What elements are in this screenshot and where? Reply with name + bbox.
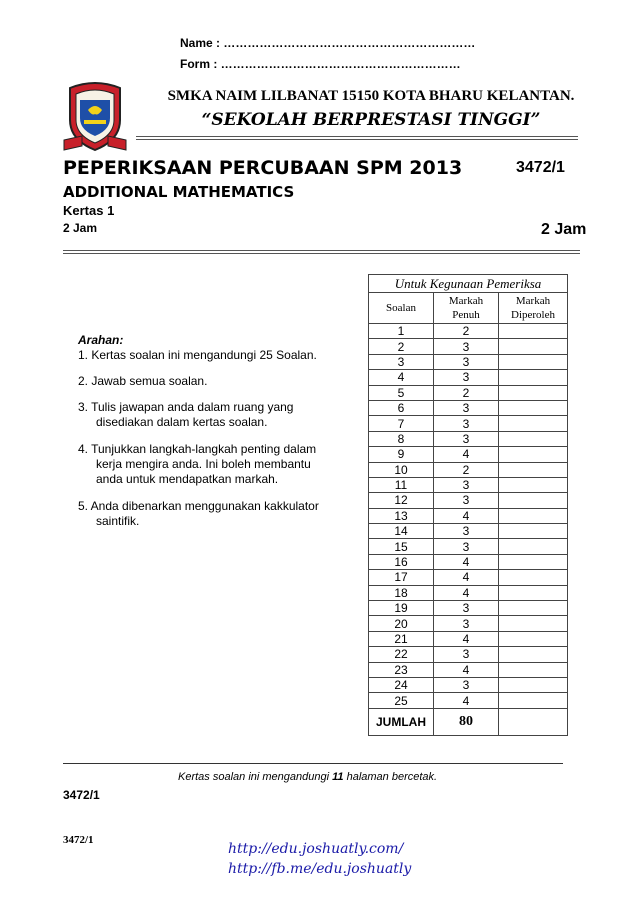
full-marks: 3 [434,354,499,369]
question-number: 7 [369,416,434,431]
obtained-marks-cell[interactable] [499,539,568,554]
instruction-item: 2. Jawab semua soalan. [78,374,208,388]
question-number: 10 [369,462,434,477]
question-number: 3 [369,354,434,369]
instruction-item: 5. Anda dibenarkan menggunakan kakkulator [78,499,319,513]
obtained-marks-cell[interactable] [499,631,568,646]
full-marks: 4 [434,693,499,708]
question-number: 11 [369,477,434,492]
total-label: JUMLAH [369,708,434,735]
marks-row [369,370,568,385]
question-number: 16 [369,554,434,569]
obtained-marks-cell[interactable] [499,493,568,508]
question-number: 25 [369,693,434,708]
instruction-item: 1. Kertas soalan ini mengandungi 25 Soalan. [78,348,317,362]
full-marks: 4 [434,662,499,677]
obtained-marks-cell[interactable] [499,370,568,385]
question-number: 22 [369,647,434,662]
total-value: 80 [434,708,499,735]
full-marks: 3 [434,370,499,385]
question-number: 5 [369,385,434,400]
full-marks: 3 [434,616,499,631]
footer-code-bottom: 3472/1 [63,834,94,846]
marks-row [369,385,568,400]
footer-code: 3472/1 [63,788,100,802]
question-number: 18 [369,585,434,600]
obtained-marks-cell[interactable] [499,508,568,523]
obtained-marks-cell[interactable] [499,416,568,431]
obtained-marks-cell[interactable] [499,616,568,631]
marks-row [369,539,568,554]
marks-row [369,324,568,339]
marks-row [369,585,568,600]
obtained-marks-cell[interactable] [499,524,568,539]
marks-row [369,339,568,354]
question-number: 4 [369,370,434,385]
full-marks: 3 [434,400,499,415]
marks-row [369,631,568,646]
obtained-marks-cell[interactable] [499,477,568,492]
exam-paper: Kertas 1 [63,203,115,218]
instruction-item: disediakan dalam kertas soalan. [96,415,268,429]
obtained-marks-cell[interactable] [499,662,568,677]
full-marks: 4 [434,554,499,569]
marks-row [369,447,568,462]
obtained-marks-cell[interactable] [499,554,568,569]
marks-row [369,477,568,492]
instruction-item: kerja mengira anda. Ini boleh membantu [96,457,311,471]
marks-row [369,662,568,677]
link-website[interactable]: http://edu.joshuatly.com/ [228,841,404,857]
col-markah-penuh: Markah Penuh [434,293,499,324]
marks-row [369,524,568,539]
title-divider [63,250,580,251]
question-number: 13 [369,508,434,523]
full-marks: 4 [434,508,499,523]
full-marks: 4 [434,570,499,585]
obtained-marks-cell[interactable] [499,585,568,600]
title-divider-2 [63,253,580,254]
full-marks: 3 [434,677,499,692]
marks-table [368,274,568,736]
exam-duration: 2 Jam [63,221,98,235]
obtained-marks-cell[interactable] [499,647,568,662]
full-marks: 3 [434,601,499,616]
question-number: 14 [369,524,434,539]
question-number: 24 [369,677,434,692]
question-number: 20 [369,616,434,631]
marks-row [369,400,568,415]
question-number: 6 [369,400,434,415]
header-divider [136,136,578,137]
footer-divider [63,763,563,764]
obtained-marks-cell[interactable] [499,601,568,616]
question-number: 23 [369,662,434,677]
obtained-marks-cell[interactable] [499,677,568,692]
marks-row [369,616,568,631]
instructions-heading: Arahan: [78,333,124,347]
full-marks: 3 [434,524,499,539]
marks-row [369,554,568,569]
col-markah-diperoleh: Markah Diperoleh [499,293,568,324]
obtained-marks-cell[interactable] [499,462,568,477]
marks-row [369,416,568,431]
marks-row [369,431,568,446]
instruction-item: saintifik. [96,514,140,528]
obtained-marks-cell[interactable] [499,354,568,369]
header-divider-2 [136,139,578,140]
question-number: 21 [369,631,434,646]
question-number: 17 [369,570,434,585]
obtained-marks-cell[interactable] [499,693,568,708]
marks-row [369,462,568,477]
marks-row [369,677,568,692]
exam-title: PEPERIKSAAN PERCUBAAN SPM 2013 [63,157,463,179]
page-count-note: Kertas soalan ini mengandungi 11 halaman bercetak. [178,771,438,783]
instructions [78,333,319,529]
full-marks: 3 [434,539,499,554]
obtained-marks-cell[interactable] [499,400,568,415]
exam-code: 3472/1 [516,159,565,176]
marks-row [369,493,568,508]
obtained-marks-cell[interactable] [499,447,568,462]
obtained-marks-cell[interactable] [499,385,568,400]
link-facebook[interactable]: http://fb.me/edu.joshuatly [228,861,412,877]
marks-row [369,601,568,616]
name-field: Name : ……………………………………………………… [180,36,476,50]
question-number: 12 [369,493,434,508]
obtained-marks-cell[interactable] [499,431,568,446]
full-marks: 2 [434,462,499,477]
col-soalan: Soalan [369,293,434,324]
question-number: 15 [369,539,434,554]
school-name: SMKA NAIM LILBANAT 15150 KOTA BHARU KELANTAN. [167,88,575,104]
marks-row [369,693,568,708]
obtained-marks-cell[interactable] [499,324,568,339]
marks-row [369,647,568,662]
marks-row [369,354,568,369]
full-marks: 2 [434,324,499,339]
school-motto: “SEKOLAH BERPRESTASI TINGGI” [201,110,541,130]
full-marks: 3 [434,647,499,662]
full-marks: 2 [434,385,499,400]
full-marks: 3 [434,339,499,354]
marks-row [369,570,568,585]
question-number: 19 [369,601,434,616]
marks-row [369,508,568,523]
school-crest-icon [62,80,128,152]
marks-table-caption: Untuk Kegunaan Pemeriksa [369,275,568,293]
total-obtained-cell[interactable] [499,708,568,735]
exam-duration-large: 2 Jam [541,221,587,238]
full-marks: 3 [434,431,499,446]
instruction-item: 4. Tunjukkan langkah-langkah penting dalam [78,442,317,456]
full-marks: 3 [434,477,499,492]
full-marks: 3 [434,416,499,431]
full-marks: 4 [434,585,499,600]
question-number: 1 [369,324,434,339]
form-field: Form : …………………………………………………… [180,57,461,71]
instruction-item: 3. Tulis jawapan anda dalam ruang yang [78,400,294,414]
question-number: 2 [369,339,434,354]
full-marks: 3 [434,493,499,508]
question-number: 8 [369,431,434,446]
exam-subject: ADDITIONAL MATHEMATICS [63,183,295,201]
obtained-marks-cell[interactable] [499,339,568,354]
obtained-marks-cell[interactable] [499,570,568,585]
full-marks: 4 [434,447,499,462]
instruction-item: anda untuk mendapatkan markah. [96,472,279,486]
question-number: 9 [369,447,434,462]
full-marks: 4 [434,631,499,646]
